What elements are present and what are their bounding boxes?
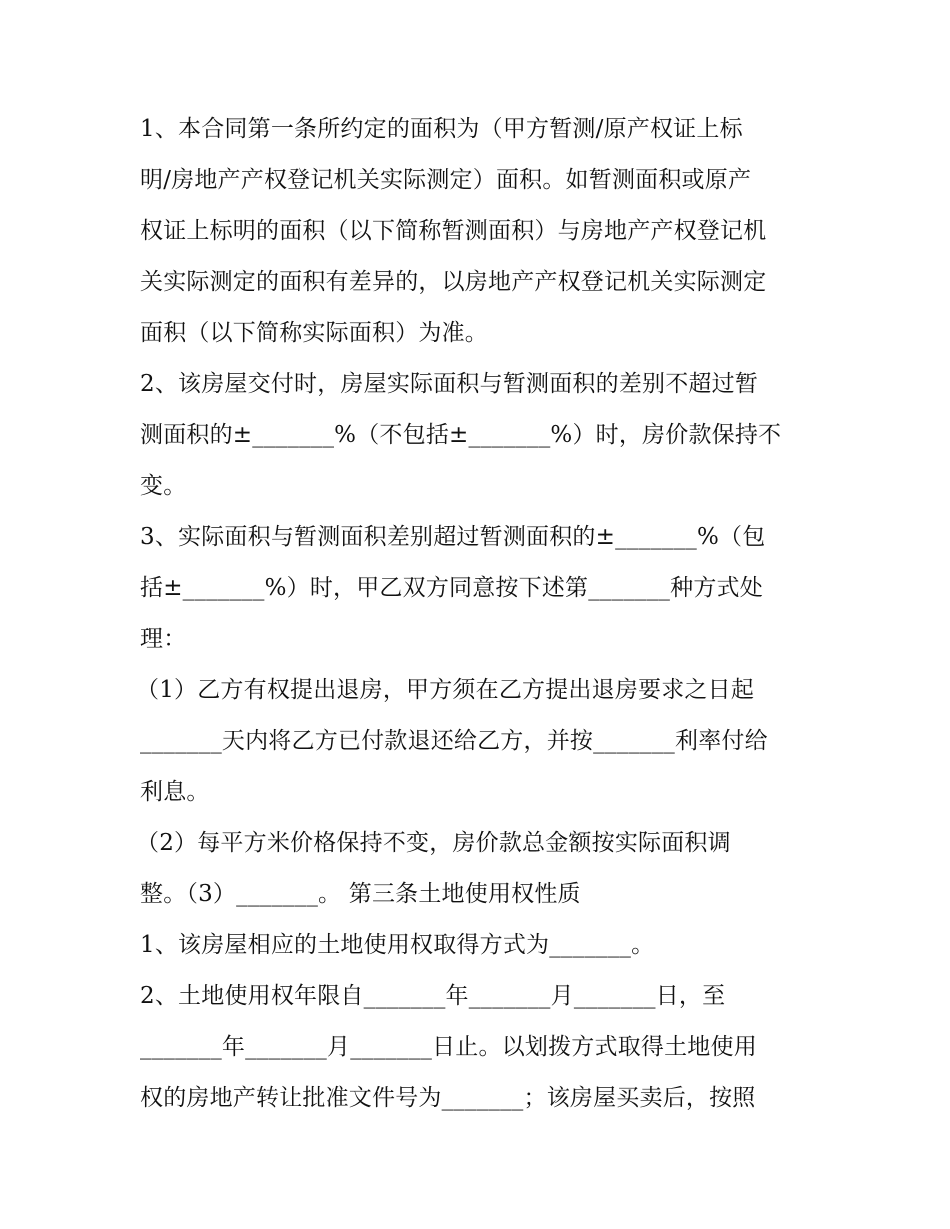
text-line: （1）乙方有权提出退房，甲方须在乙方提出退房要求之日起 (136, 677, 755, 703)
text-line: 测面积的±_______%（不包括±_______%）时，房价款保持不 (140, 422, 782, 448)
text-line: 理： (140, 626, 187, 652)
text-line: 3、实际面积与暂测面积差别超过暂测面积的±_______%（包 (140, 524, 766, 550)
text-line: 利息。 (140, 779, 210, 805)
text-line: 关实际测定的面积有差异的，以房地产产权登记机关实际测定 (140, 269, 767, 295)
text-line: _______年_______月_______日止。以划拨方式取得土地使用 (140, 1034, 757, 1060)
text-line: 变。 (140, 473, 187, 499)
contract-text (136, 104, 820, 1124)
text-line: 明/房地产产权登记机关实际测定）面积。如暂测面积或原产 (140, 167, 752, 193)
text-line: 面积（以下简称实际面积）为准。 (140, 320, 488, 346)
text-line: 2、土地使用权年限自_______年_______月_______日，至 (140, 983, 726, 1009)
text-line: （2）每平方米价格保持不变，房价款总金额按实际面积调 (136, 830, 731, 856)
text-line: 整。（3）_______。 第三条土地使用权性质 (140, 881, 581, 907)
text-line: 括±_______%）时，甲乙双方同意按下述第_______种方式处 (140, 575, 763, 601)
text-line: 1、该房屋相应的土地使用权取得方式为_______。 (140, 932, 655, 958)
text-line: _______天内将乙方已付款退还给乙方，并按_______利率付给 (140, 728, 768, 754)
text-line: 权的房地产转让批准文件号为_______；该房屋买卖后，按照 (140, 1085, 756, 1111)
text-line: 1、本合同第一条所约定的面积为（甲方暂测/原产权证上标 (140, 116, 743, 142)
text-line: 权证上标明的面积（以下简称暂测面积）与房地产产权登记机 (140, 218, 767, 244)
text-line: 2、该房屋交付时，房屋实际面积与暂测面积的差别不超过暂 (140, 371, 759, 397)
